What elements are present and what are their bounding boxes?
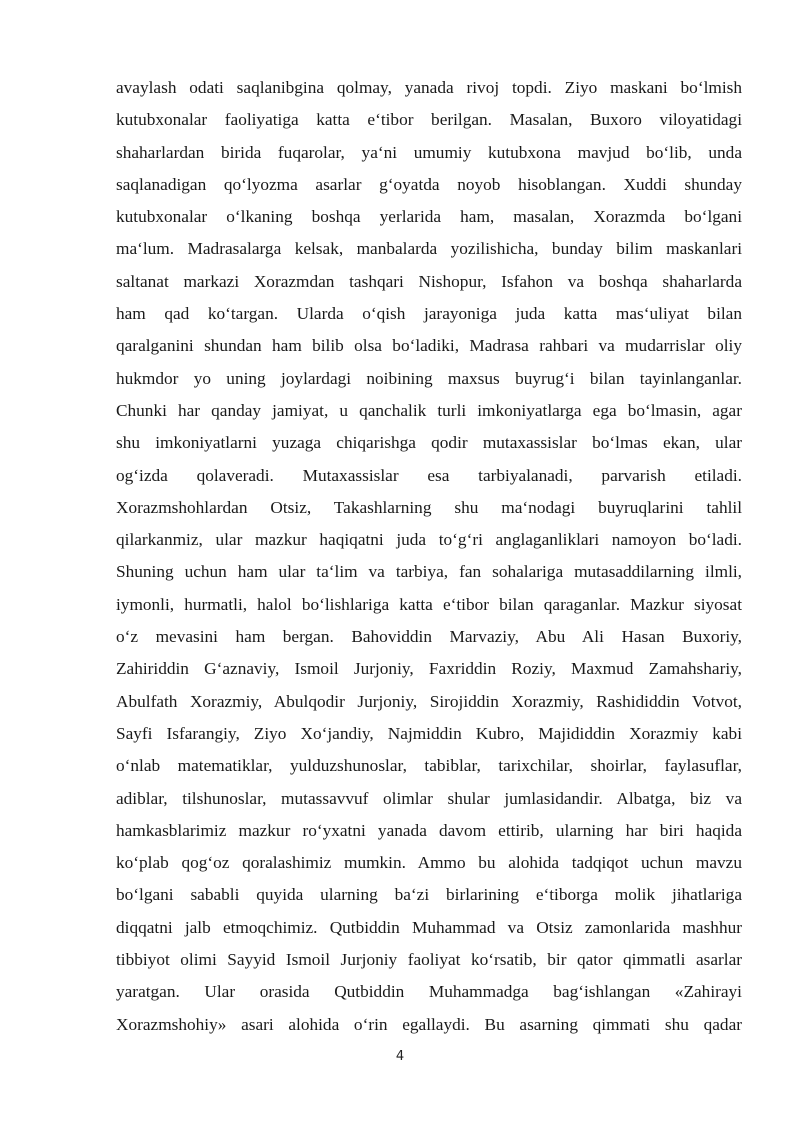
- text-line: Abulfath Xorazmiy, Abulqodir Jurjoniy, Sirojiddin Xorazmiy, Rashididdin Votvot,: [116, 691, 742, 711]
- text-line: o‘z mevasini ham bergan. Bahoviddin Marvaziy, Abu Ali Hasan Buxoriy,: [116, 627, 742, 647]
- text-line: Chunki har qanday jamiyat, u qanchalik turli imkoniyatlarga ega bo‘lmasin, agar: [116, 400, 742, 420]
- text-line: shaharlardan birida fuqarolar, ya‘ni umumiy kutubxona mavjud bo‘lib, unda: [116, 142, 742, 162]
- page-number: 4: [395, 1049, 405, 1064]
- text-line: adiblar, tilshunoslar, mutassavvuf olimlar shular jumlasidandir. Albatga, biz va: [116, 788, 742, 808]
- text-line: hukmdor yo uning joylardagi noibining maxsus buyrug‘i bilan tayinlanganlar.: [116, 368, 742, 388]
- text-line: iymonli, hurmatli, halol bo‘lishlariga katta e‘tibor bilan qaraganlar. Mazkur siyosat: [116, 594, 742, 614]
- text-line: avaylash odati saqlanibgina qolmay, yanada rivoj topdi. Ziyo maskani bo‘lmish: [116, 78, 742, 97]
- text-line: kutubxonalar faoliyatiga katta e‘tibor berilgan. Masalan, Buxoro viloyatidagi: [116, 110, 742, 130]
- text-line: yaratgan. Ular orasida Qutbiddin Muhammadga bag‘ishlangan «Zahirayi: [116, 982, 742, 1002]
- text-line: ko‘plab qog‘oz qoralashimiz mumkin. Ammo bu alohida tadqiqot uchun mavzu: [116, 853, 742, 873]
- text-line: bo‘lgani sababli quyida ularning ba‘zi birlarining e‘tiborga molik jihatlariga: [116, 885, 742, 905]
- text-line: Xorazmshohlardan Otsiz, Takashlarning shu ma‘nodagi buyruqlarini tahlil: [116, 497, 742, 517]
- text-line: ham qad ko‘targan. Ularda o‘qish jarayoniga juda katta mas‘uliyat bilan: [116, 304, 742, 324]
- body-paragraph: [116, 72, 742, 1041]
- text-line: og‘izda qolaveradi. Mutaxassislar esa tarbiyalanadi, parvarish etiladi.: [116, 465, 742, 485]
- text-line: kutubxonalar o‘lkaning boshqa yerlarida ham, masalan, Xorazmda bo‘lgani: [116, 207, 742, 227]
- text-line: hamkasblarimiz mazkur ro‘yxatni yanada davom ettirib, ularning har biri haqida: [116, 820, 742, 840]
- text-line: Xorazmshohiy» asari alohida o‘rin egallaydi. Bu asarning qimmati shu qadar: [116, 1014, 742, 1034]
- text-line: Sayfi Isfarangiy, Ziyo Xo‘jandiy, Najmiddin Kubro, Majididdin Xorazmiy kabi: [116, 723, 742, 743]
- text-line: qilarkanmiz, ular mazkur haqiqatni juda to‘g‘ri anglaganliklari namoyon bo‘ladi.: [116, 530, 742, 550]
- text-line: o‘nlab matematiklar, yulduzshunoslar, tabiblar, tarixchilar, shoirlar, faylasuflar,: [116, 756, 742, 776]
- text-line: saltanat markazi Xorazmdan tashqari Nishopur, Isfahon va boshqa shaharlarda: [116, 271, 742, 291]
- text-line: Shuning uchun ham ular ta‘lim va tarbiya, fan sohalariga mutasaddilarning ilmli,: [116, 562, 742, 582]
- text-line: Zahiriddin G‘aznaviy, Ismoil Jurjoniy, Faxriddin Roziy, Maxmud Zamahshariy,: [116, 659, 742, 679]
- text-line: qaralganini shundan ham bilib olsa bo‘ladiki, Madrasa rahbari va mudarrislar oliy: [116, 336, 742, 356]
- text-line: ma‘lum. Madrasalarga kelsak, manbalarda yozilishicha, bunday bilim maskanlari: [116, 239, 742, 259]
- text-line: diqqatni jalb etmoqchimiz. Qutbiddin Muhammad va Otsiz zamonlarida mashhur: [116, 917, 742, 937]
- text-line: shu imkoniyatlarni yuzaga chiqarishga qodir mutaxassislar bo‘lmas ekan, ular: [116, 433, 742, 453]
- text-line: saqlanadigan qo‘lyozma asarlar g‘oyatda noyob hisoblangan. Xuddi shunday: [116, 174, 742, 194]
- text-line: tibbiyot olimi Sayyid Ismoil Jurjoniy faoliyat ko‘rsatib, bir qator qimmatli asarlar: [116, 950, 742, 970]
